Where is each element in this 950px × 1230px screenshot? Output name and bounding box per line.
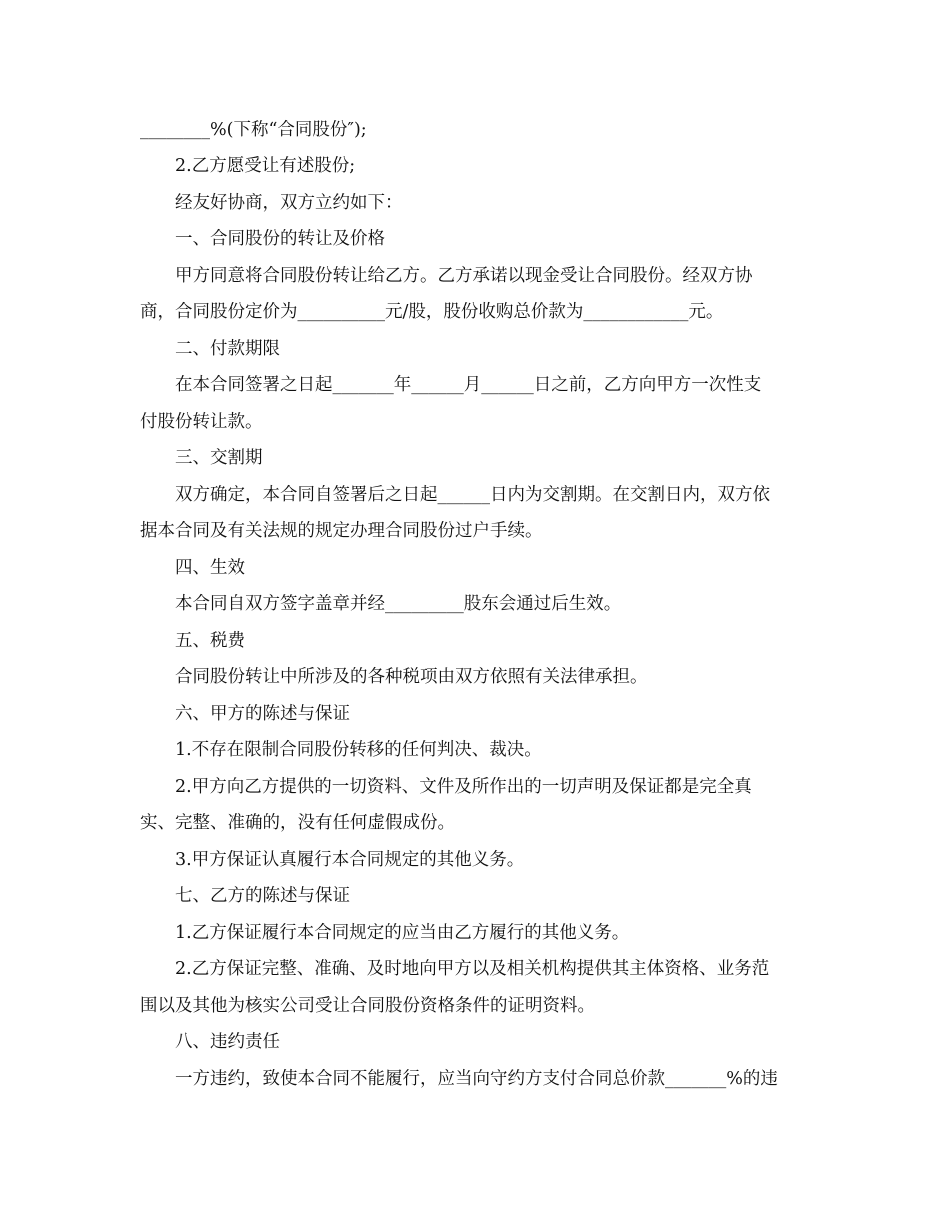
section-heading: 一、合同股份的转让及价格 <box>175 229 385 249</box>
text-line: 围以及其他为核实公司受让合同股份资格条件的证明资料。 <box>140 996 595 1016</box>
text-line: 一方违约，致使本合同不能履行，应当向守约方支付合同总价款_______%的违 <box>175 1069 778 1089</box>
text-line: 实、完整、准确的，没有任何虚假成份。 <box>140 813 455 833</box>
text-line: 甲方同意将合同股份转让给乙方。乙方承诺以现金受让合同股份。经双方协 <box>175 266 753 286</box>
text-line: 本合同自双方签字盖章并经_________股东会通过后生效。 <box>175 594 622 614</box>
text-line: 2.乙方愿受让有述股份; <box>175 156 356 176</box>
section-heading: 四、生效 <box>175 558 245 578</box>
text-line: 3.甲方保证认真履行本合同规定的其他义务。 <box>175 850 525 870</box>
section-heading: 三、交割期 <box>175 448 263 468</box>
section-heading: 八、违约责任 <box>175 1032 280 1052</box>
text-line: 据本合同及有关法规的规定办理合同股份过户手续。 <box>140 521 543 541</box>
text-line: 2.乙方保证完整、准确、及时地向甲方以及相关机构提供其主体资格、业务范 <box>175 959 770 979</box>
section-heading: 五、税费 <box>175 631 245 651</box>
text-line: 2.甲方向乙方提供的一切资料、文件及所作出的一切声明及保证都是完全真 <box>175 777 752 797</box>
text-line: 在本合同签署之日起_______年______月______日之前，乙方向甲方一次性支 <box>175 375 762 395</box>
section-heading: 六、甲方的陈述与保证 <box>175 704 350 724</box>
text-line: 付股份转让款。 <box>140 412 263 432</box>
text-line: ________%(下称“合同股份″); <box>140 120 367 140</box>
text-line: 1.不存在限制合同股份转移的任何判决、裁决。 <box>175 740 542 760</box>
section-heading: 二、付款期限 <box>175 339 280 359</box>
text-line: 1.乙方保证履行本合同规定的应当由乙方履行的其他义务。 <box>175 923 630 943</box>
text-line: 合同股份转让中所涉及的各种税项由双方依照有关法律承担。 <box>175 667 648 687</box>
text-line: 商，合同股份定价为__________元/股，股份收购总价款为____________元。 <box>140 302 724 322</box>
text-line: 双方确定，本合同自签署后之日起______日内为交割期。在交割日内，双方依 <box>175 485 770 505</box>
text-line: 经友好协商，双方立约如下： <box>175 193 403 213</box>
section-heading: 七、乙方的陈述与保证 <box>175 886 350 906</box>
